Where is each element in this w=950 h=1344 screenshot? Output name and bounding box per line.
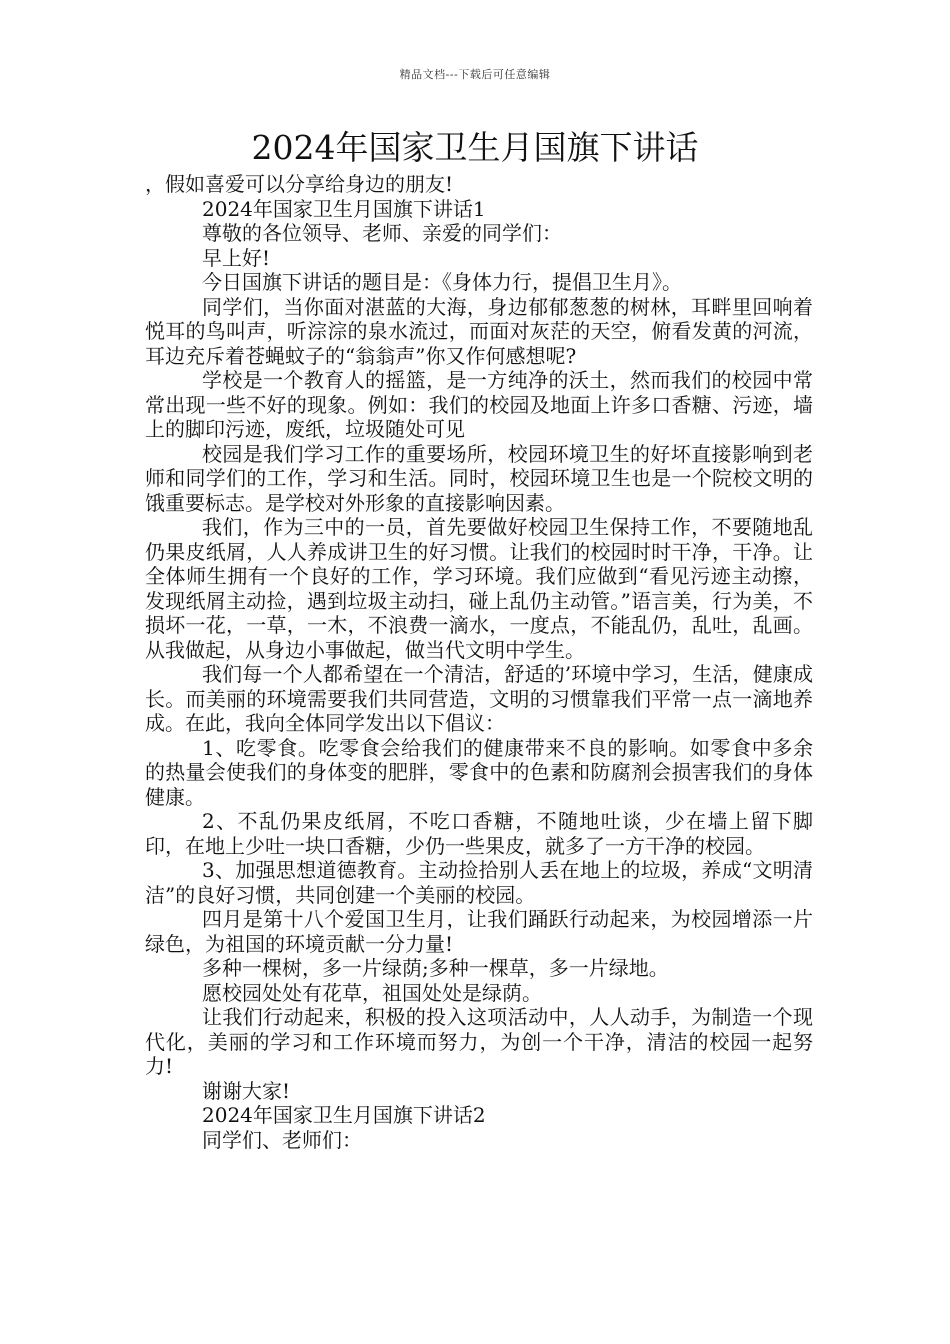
page-header-note: 精品文档---下载后可任意编辑 xyxy=(399,68,551,81)
greeting: 早上好! xyxy=(202,245,271,270)
body-paragraph: 校园是我们学习工作的重要场所，校园环境卫生的好坏直接影响到老师和同学们的工作，学习和生活。同时，校园环境卫生也是一个院校文明的饿重要标志。是学校对外形象的直接影响因素。 xyxy=(145,441,813,515)
speech-topic: 今日国旗下讲话的题目是：《身体力行，提倡卫生月》。 xyxy=(202,270,682,294)
proposal-item-3: 3、加强思想道德教育。主动捡拾别人丢在地上的垃圾，养成“文明清洁”的良好习惯，共同创建一个美丽的校园。 xyxy=(145,858,813,907)
salutation: 同学们、老师们： xyxy=(202,1127,362,1152)
body-paragraph: 学校是一个教育人的摇篮，是一方纯净的沃土，然而我们的校园中常常出现一些不好的现象。例如：我们的校园及地面上许多口香糖、污迹，墙上的脚印污迹，废纸，垃圾随处可见 xyxy=(145,368,813,441)
closing-thanks: 谢谢大家! xyxy=(202,1078,291,1103)
proposal-item-1: 1、吃零食。吃零食会给我们的健康带来不良的影响。如零食中多余的热量会使我们的身体变的肥胖，零食中的色素和防腐剂会损害我们的身体健康。 xyxy=(145,735,813,809)
body-paragraph: 同学们，当你面对湛蓝的大海，身边郁郁葱葱的树林，耳畔里回响着悦耳的鸟叫声，听淙淙的泉水流过，而面对灰茫的天空，俯看发黄的河流，耳边充斥着苍蝇蚊子的“翁翁声”你又作何感想呢? xyxy=(145,294,813,368)
body-paragraph: 让我们行动起来，积极的投入这项活动中，人人动手，为制造一个现代化，美丽的学习和工作环境而努力，为创一个干净，清洁的校园一起努力! xyxy=(145,1005,813,1078)
body-paragraph: 愿校园处处有花草，祖国处处是绿荫。 xyxy=(202,980,542,1005)
body-paragraph: 我们，作为三中的一员，首先要做好校园卫生保持工作，不要随地乱仍果皮纸屑，人人养成讲卫生的好习惯。让我们的校园时时干净，干净。让全体师生拥有一个良好的工作，学习环境。我们应做到“看见污迹主动擦，发现纸屑主动捡，遇到垃圾主动扫，碰上乱仍主动管。”语言美，行为美，不损坏一花，一草，一木，不浪费一滴水，一度点，不能乱仍，乱吐，乱画。从我做起，从身边小事做起，做当代文明中学生。 xyxy=(145,515,813,662)
document-title: 2024年国家卫生月国旗下讲话 xyxy=(251,128,699,167)
document-body xyxy=(145,172,813,1152)
body-paragraph: 多种一棵树，多一片绿荫;多种一棵草，多一片绿地。 xyxy=(202,956,669,980)
speech-2-heading: 2024年国家卫生月国旗下讲话2 xyxy=(202,1103,486,1127)
proposal-item-2: 2、不乱仍果皮纸屑，不吃口香糖，不随地吐谈，少在墙上留下脚印，在地上少吐一块口香糖，少仍一些果皮，就多了一方干净的校园。 xyxy=(145,809,813,858)
salutation: 尊敬的各位领导、老师、亲爱的同学们： xyxy=(202,221,562,245)
speech-1-heading: 2024年国家卫生月国旗下讲话1 xyxy=(202,196,486,221)
body-paragraph: 我们每一个人都希望在一个清洁，舒适的’环境中学习，生活，健康成长。而美丽的环境需要我们共同营造，文明的习惯靠我们平常一点一滴地养成。在此，我向全体同学发出以下倡议： xyxy=(145,662,813,735)
intro-line: ，假如喜爱可以分享给身边的朋友! xyxy=(145,172,454,196)
body-paragraph: 四月是第十八个爱国卫生月，让我们踊跃行动起来，为校园增添一片绿色，为祖国的环境贡献一分力量! xyxy=(145,907,813,956)
